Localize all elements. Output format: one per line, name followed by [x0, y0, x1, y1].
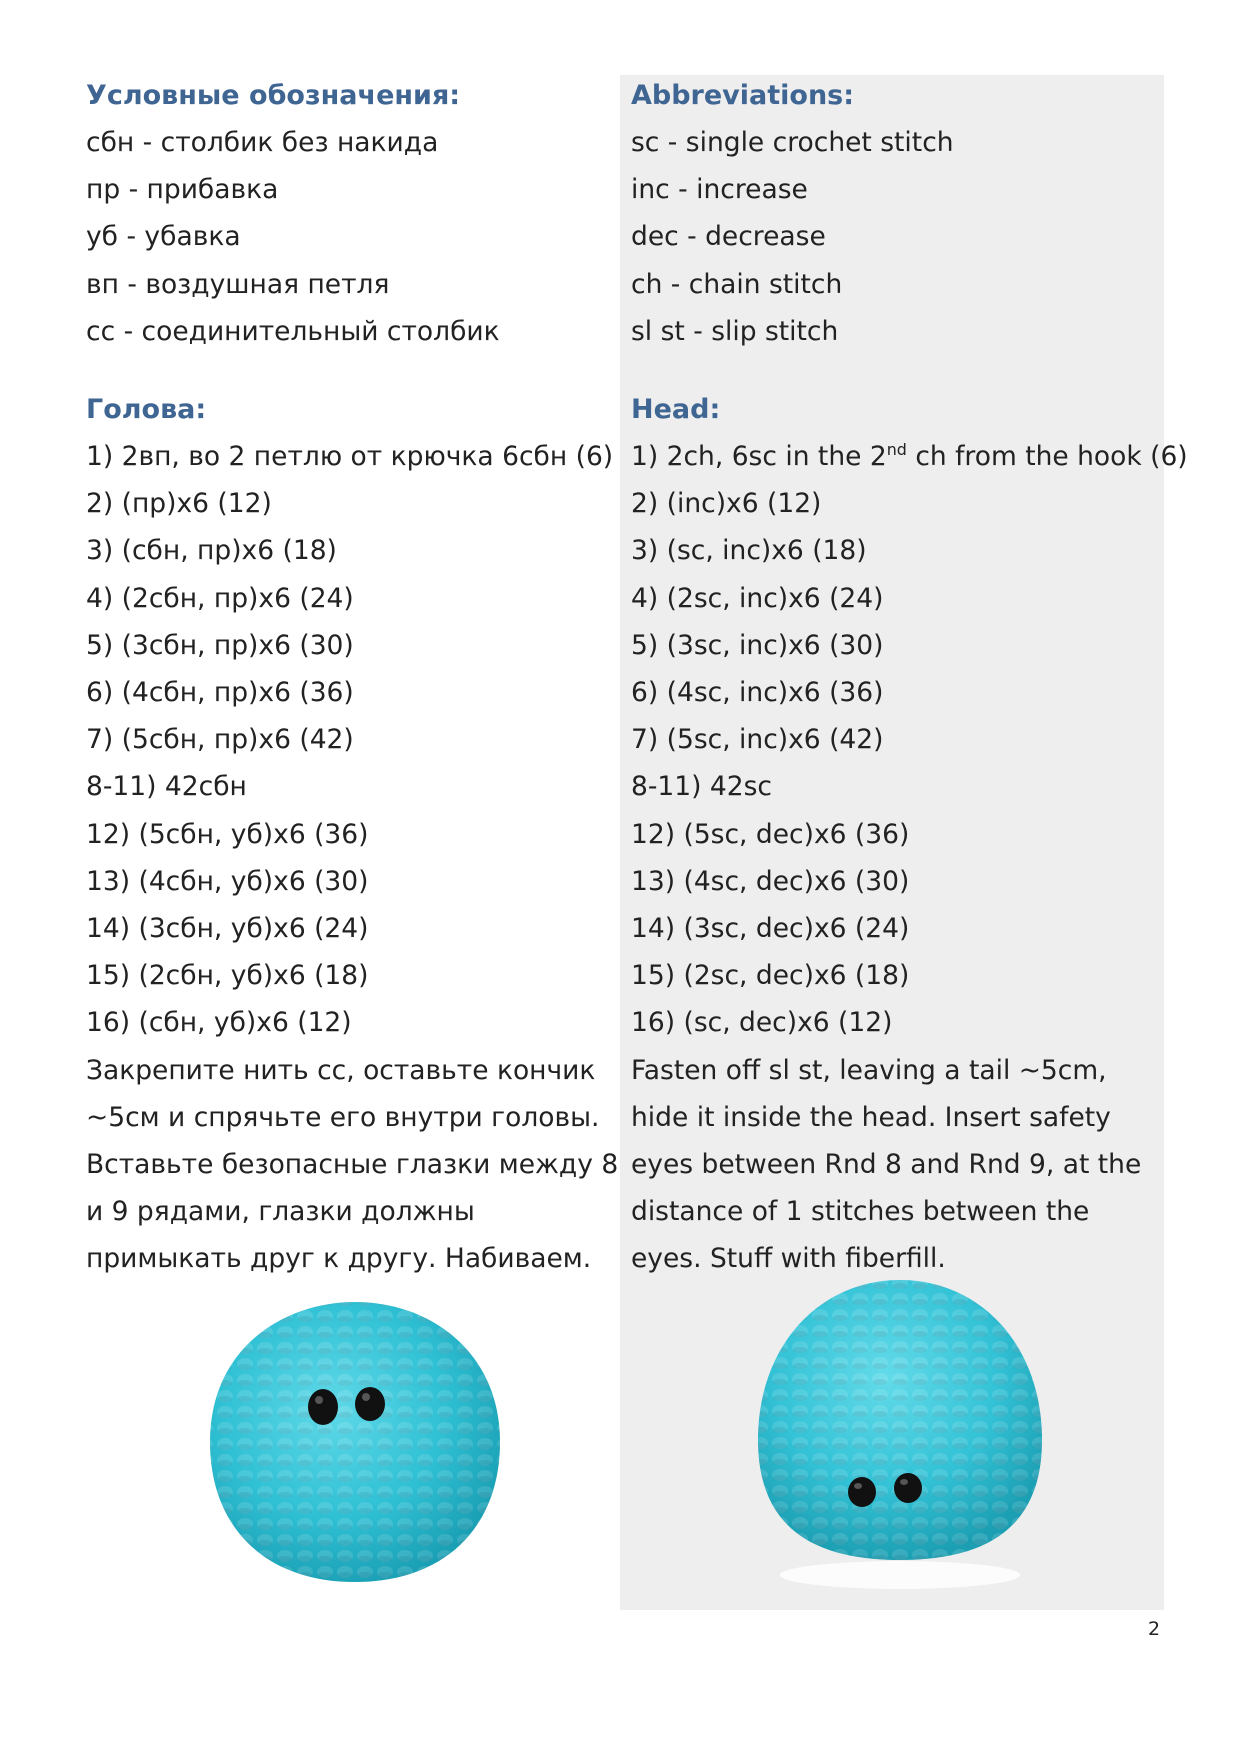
abbreviation-line: пр - прибавка — [86, 174, 279, 206]
instruction-line: Fasten off sl st, leaving a tail ~5cm, — [631, 1054, 1107, 1086]
instruction-line: distance of 1 stitches between the — [631, 1196, 1090, 1228]
pattern-row: 3) (сбн, пр)х6 (18) — [86, 535, 337, 567]
pattern-row: 3) (sc, inc)x6 (18) — [631, 535, 867, 567]
pattern-row: 6) (4сбн, пр)х6 (36) — [86, 677, 354, 709]
pattern-row: 4) (2sc, inc)x6 (24) — [631, 582, 884, 614]
pattern-row: 13) (4sc, dec)x6 (30) — [631, 865, 910, 897]
abbreviation-line: вп - воздушная петля — [86, 268, 390, 300]
head-heading-en: Head: — [631, 394, 721, 426]
pattern-row: 8-11) 42сбн — [86, 771, 247, 803]
russian-column — [86, 72, 626, 1283]
pattern-row: 14) (3сбн, уб)х6 (24) — [86, 913, 369, 945]
pattern-row: 2) (пр)х6 (12) — [86, 488, 272, 520]
abbreviation-line: сс - соединительный столбик — [86, 315, 500, 347]
pattern-row: 1) 2вп, во 2 петлю от крючка 6сбн (6) — [86, 441, 614, 473]
abbreviation-line: inc - increase — [631, 174, 808, 206]
instruction-line: примыкать друг к другу. Набиваем. — [86, 1243, 592, 1275]
pattern-row: 6) (4sc, inc)x6 (36) — [631, 677, 884, 709]
pattern-row: 7) (5sc, inc)x6 (42) — [631, 724, 884, 756]
instruction-line: Закрепите нить сс, оставьте кончик — [86, 1054, 596, 1086]
pattern-row: 1) 2ch, 6sc in the 2nd ch from the hook (6) — [631, 440, 1188, 473]
pattern-row: 15) (2sc, dec)x6 (18) — [631, 960, 910, 992]
page-number: 2 — [1148, 1618, 1161, 1640]
pattern-row: 8-11) 42sc — [631, 771, 773, 803]
head-heading-ru: Голова: — [86, 394, 207, 426]
pattern-row: 16) (сбн, уб)х6 (12) — [86, 1007, 352, 1039]
pattern-row: 7) (5сбн, пр)х6 (42) — [86, 724, 354, 756]
abbreviation-line: sc - single crochet stitch — [631, 127, 954, 158]
pattern-row: 14) (3sc, dec)x6 (24) — [631, 913, 910, 945]
pattern-row: 2) (inc)x6 (12) — [631, 488, 822, 520]
pattern-row: 15) (2сбн, уб)х6 (18) — [86, 960, 369, 992]
abbreviations-heading-en: Abbreviations: — [631, 80, 855, 111]
abbreviation-line: ch - chain stitch — [631, 268, 843, 300]
abbreviation-line: dec - decrease — [631, 221, 826, 253]
pattern-row: 12) (5sc, dec)x6 (36) — [631, 818, 910, 850]
instruction-line: hide it inside the head. Insert safety — [631, 1101, 1111, 1133]
pattern-row: 12) (5сбн, уб)х6 (36) — [86, 818, 369, 850]
instruction-line: Вставьте безопасные глазки между 8 — [86, 1149, 619, 1181]
crochet-head-photo-top — [750, 1275, 1050, 1605]
instruction-line: eyes between Rnd 8 and Rnd 9, at the — [631, 1149, 1142, 1181]
abbreviations-heading-ru: Условные обозначения: — [86, 80, 461, 111]
pattern-row: 5) (3sc, inc)x6 (30) — [631, 629, 884, 661]
pattern-row: 4) (2сбн, пр)х6 (24) — [86, 582, 354, 614]
pattern-row: 5) (3сбн, пр)х6 (30) — [86, 629, 354, 661]
instruction-line: и 9 рядами, глазки должны — [86, 1196, 475, 1228]
instruction-line: eyes. Stuff with fiberfill. — [631, 1243, 946, 1275]
abbreviation-line: уб - убавка — [86, 221, 241, 253]
abbreviation-line: сбн - столбик без накида — [86, 127, 439, 158]
abbreviation-line: sl st - slip stitch — [631, 315, 839, 347]
instruction-line: ~5см и спрячьте его внутри головы. — [86, 1101, 600, 1133]
crochet-head-photo-front — [195, 1292, 515, 1592]
pattern-row: 16) (sc, dec)x6 (12) — [631, 1007, 893, 1039]
pattern-row: 13) (4сбн, уб)х6 (30) — [86, 865, 369, 897]
